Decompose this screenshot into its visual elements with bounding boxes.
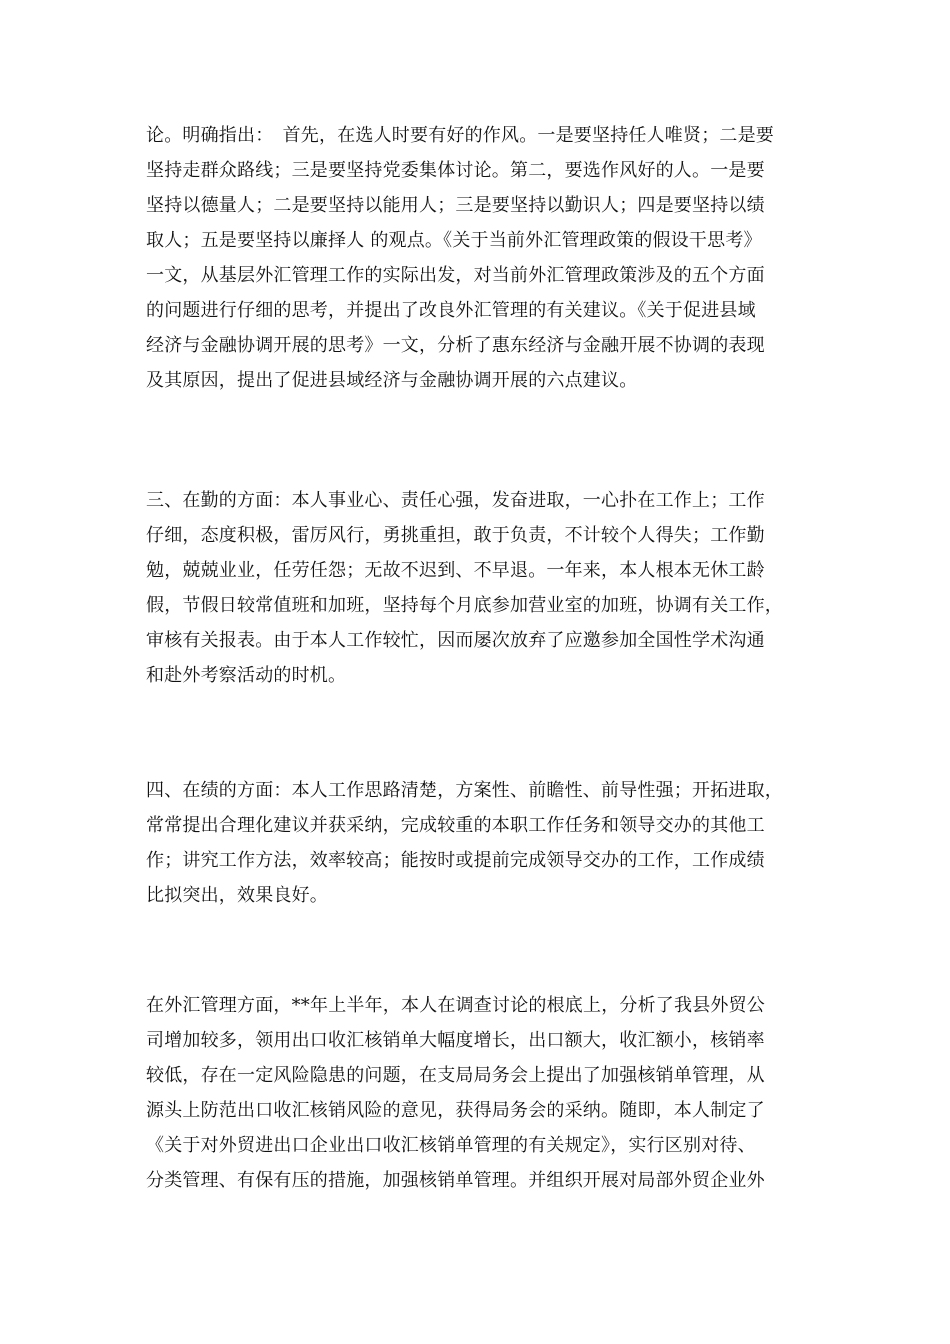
text-line: 比拟突出，效果良好。 [146, 885, 328, 906]
text-line: 源头上防范出口收汇核销风险的意见，获得局务会的采纳。随即，本人制定了 [146, 1100, 765, 1121]
text-line: 论。明确指出： 首先，在选人时要有好的作风。一是要坚持任人唯贤；二是要 [146, 125, 774, 146]
text-line: 《关于对外贸进出口企业出口收汇核销单管理的有关规定》，实行区别对待、 [146, 1135, 756, 1156]
text-line: 取人；五是要坚持以廉择人 的观点。《关于当前外汇管理政策的假设干思考》 [146, 230, 762, 251]
text-line: 假，节假日较常值班和加班，坚持每个月底参加营业室的加班，协调有关工作， [146, 595, 783, 616]
paragraph-forex-management [146, 988, 826, 1198]
text-line: 在外汇管理方面，**年上半年，本人在调查讨论的根底上，分析了我县外贸公 [146, 995, 765, 1016]
text-line: 司增加较多，领用出口收汇核销单大幅度增长，出口额大，收汇额小，核销率 [146, 1030, 765, 1051]
text-line: 三、在勤的方面：本人事业心、责任心强，发奋进取，一心扑在工作上；工作 [146, 490, 765, 511]
text-line: 审核有关报表。由于本人工作较忙，因而屡次放弃了应邀参加全国性学术沟通 [146, 630, 765, 651]
text-line: 较低，存在一定风险隐患的问题，在支局局务会上提出了加强核销单管理，从 [146, 1065, 765, 1086]
text-line: 和赴外考察活动的时机。 [146, 665, 347, 686]
paragraph-performance [146, 773, 826, 913]
text-line: 的问题进行仔细的思考，并提出了改良外汇管理的有关建议。《关于促进县域 [146, 300, 756, 321]
text-line: 坚持走群众路线；三是要坚持党委集体讨论。第二，要选作风好的人。一是要 [146, 160, 765, 181]
text-line: 常常提出合理化建议并获采纳，完成较重的本职工作任务和领导交办的其他工 [146, 815, 765, 836]
text-line: 四、在绩的方面：本人工作思路清楚，方案性、前瞻性、前导性强；开拓进取， [146, 780, 783, 801]
paragraph-selection-principles [146, 118, 826, 398]
text-line: 坚持以德量人；二是要坚持以能用人；三是要坚持以勤识人；四是要坚持以绩 [146, 195, 765, 216]
text-line: 及其原因，提出了促进县域经济与金融协调开展的六点建议。 [146, 370, 638, 391]
text-line: 作；讲究工作方法，效率较高；能按时或提前完成领导交办的工作，工作成绩 [146, 850, 765, 871]
text-line: 一文，从基层外汇管理工作的实际出发，对当前外汇管理政策涉及的五个方面 [146, 265, 765, 286]
text-line: 经济与金融协调开展的思考》一文，分析了惠东经济与金融开展不协调的表现 [146, 335, 765, 356]
text-line: 仔细，态度积极，雷厉风行，勇挑重担，敢于负责，不计较个人得失；工作勤 [146, 525, 765, 546]
text-line: 分类管理、有保有压的措施，加强核销单管理。并组织开展对局部外贸企业外 [146, 1170, 765, 1191]
text-line: 勉，兢兢业业，任劳任怨；无故不迟到、不早退。一年来，本人根本无休工龄 [146, 560, 765, 581]
paragraph-diligence [146, 483, 826, 693]
